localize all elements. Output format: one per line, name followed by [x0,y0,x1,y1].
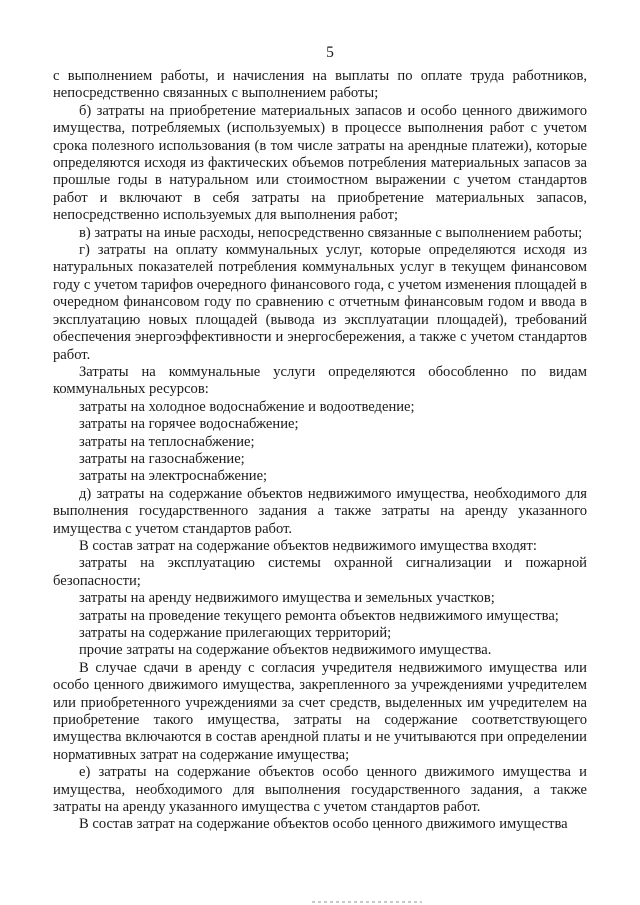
list-item: затраты на содержание прилегающих территорий; [79,625,392,641]
list-item: затраты на теплоснабжение; [79,433,255,450]
paragraph: е) затраты на содержание объектов особо ценного движимого имущества и имущества, необходимого для выполнения государственного задания, а также затраты на аренду указанного имущества с учетом стандартов работ. [53,764,587,816]
list-item: затраты на эксплуатацию системы охранной сигнализации и пожарной безопасности; [53,555,587,589]
scan-artifact [312,901,422,903]
list-item: затраты на аренду недвижимого имущества и земельных участков; [79,590,495,607]
list-item: затраты на газоснабжение; [79,450,245,467]
paragraph: В случае сдачи в аренду с согласия учредителя недвижимого имущества или особо ценного движимого имущества, закрепленного за учреждениями учредителем или приобретенного учреждениями за счет средств, выделенных им учредителем на приобретение такого имущества, затраты на содержание соответствующего имущества включаются в состав арендной платы и не учитываются при определении нормативных затрат на содержание имущества; [53,659,587,763]
list-item: затраты на холодное водоснабжение и водоотведение; [79,398,415,415]
list-item: прочие затраты на содержание объектов недвижимого имущества. [79,642,492,659]
paragraph: В состав затрат на содержание объектов недвижимого имущества входят: [79,537,537,554]
paragraph: б) затраты на приобретение материальных запасов и особо ценного движимого имущества, потребляемых (используемых) в процессе выполнения работ с учетом срока полезного использования (в том числе затраты на арендные платежи), которые определяются исходя из фактических объемов потребления материальных запасов за прошлые годы в натуральном или стоимостном выражении с учетом стандартов работ и включают в себя затраты на приобретение материальных запасов, непосредственно используемых для выполнения работ; [53,102,587,224]
paragraph: Затраты на коммунальные услуги определяются обособленно по видам коммунальных ресурсов: [53,363,587,398]
list-item: затраты на проведение текущего ремонта объектов недвижимого имущества; [79,607,559,624]
paragraph: д) затраты на содержание объектов недвижимого имущества, необходимого для выполнения государственного задания а также затраты на аренду указанного имущества с учетом стандартов работ. [53,485,587,537]
paragraph: в) затраты на иные расходы, непосредственно связанные с выполнением работы; [79,224,583,241]
list-item: затраты на электроснабжение; [79,468,268,485]
document-body [53,68,587,834]
page-number: 5 [326,44,334,61]
paragraph: с выполнением работы, и начисления на выплаты по оплате труда работников, непосредственно связанных с выполнением работы; [53,68,587,102]
paragraph: В состав затрат на содержание объектов особо ценного движимого имущества [79,816,568,833]
list-item: затраты на горячее водоснабжение; [79,416,299,433]
paragraph: г) затраты на оплату коммунальных услуг, которые определяются исходя из натуральных показателей потребления коммунальных услуг в текущем финансовом году с учетом тарифов очередного финансового года, с учетом изменения площадей в очередном финансовом году по сравнению с отчетным финансовым годом и ввода в эксплуатацию новых площадей (вывода из эксплуатации площадей), требований обеспечения энергоэффективности и энергосбережения, а также с учетом стандартов работ. [53,242,587,363]
